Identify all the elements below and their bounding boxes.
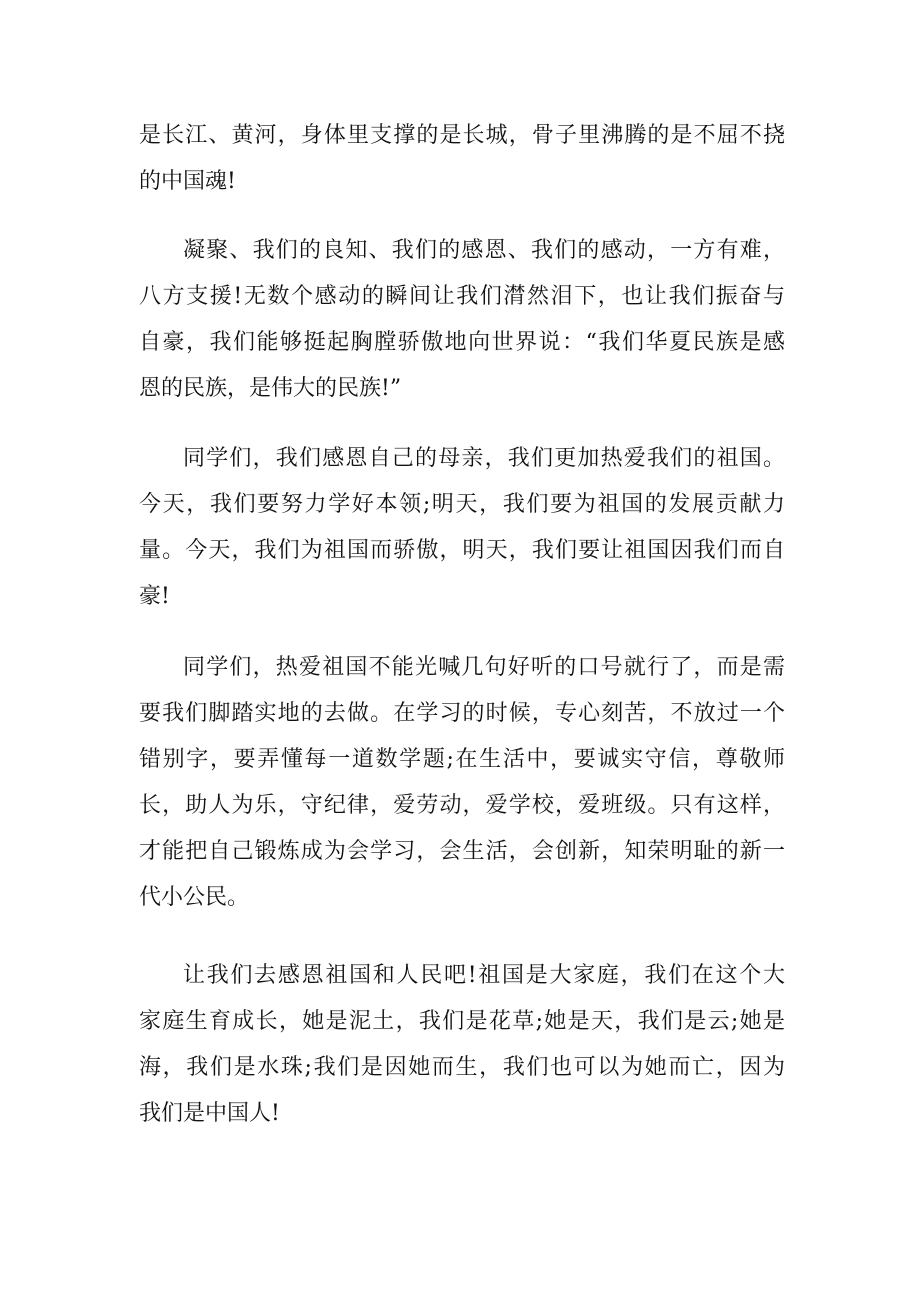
paragraph-3-line-1: 同学们，我们感恩自己的母亲，我们更加热爱我们的祖国。	[183, 446, 785, 471]
paragraph-4	[139, 645, 785, 921]
paragraph-4-line-5: 才能把自己锻炼成为会学习，会生活，会创新，知荣明耻的新一	[139, 839, 785, 864]
paragraph-2-line-2: 八方支援!无数个感动的瞬间让我们潸然泪下，也让我们振奋与	[139, 284, 785, 309]
paragraph-5-line-3: 海，我们是水珠;我们是因她而生，我们也可以为她而亡，因为	[139, 1055, 785, 1080]
paragraph-3-line-2: 今天，我们要努力学好本领;明天，我们要为祖国的发展贡献力	[139, 492, 785, 517]
paragraph-4-line-2: 要我们脚踏实地的去做。在学习的时候，专心刻苦，不放过一个	[139, 701, 785, 726]
paragraph-1	[139, 113, 785, 205]
paragraph-1-line-2: 的中国魂!	[139, 169, 236, 194]
paragraph-5-line-4: 我们是中国人!	[139, 1101, 280, 1126]
paragraph-3-line-4: 豪!	[139, 584, 170, 609]
paragraph-4-line-4: 长，助人为乐，守纪律，爱劳动，爱学校，爱班级。只有这样，	[139, 793, 785, 818]
paragraph-3-line-3: 量。今天，我们为祖国而骄傲，明天，我们要让祖国因我们而自	[139, 538, 785, 563]
paragraph-4-line-3: 错别字，要弄懂每一道数学题;在生活中，要诚实守信，尊敬师	[139, 747, 785, 772]
paragraph-3	[139, 436, 785, 620]
paragraph-4-line-1: 同学们，热爱祖国不能光喊几句好听的口号就行了，而是需	[183, 655, 785, 680]
paragraph-2-line-4: 恩的民族，是伟大的民族!”	[139, 376, 402, 401]
paragraph-5	[139, 953, 785, 1137]
paragraph-5-line-1: 让我们去感恩祖国和人民吧!祖国是大家庭，我们在这个大	[183, 963, 785, 988]
paragraph-2-line-1: 凝聚、我们的良知、我们的感恩、我们的感动，一方有难，	[183, 238, 785, 263]
paragraph-5-line-2: 家庭生育成长，她是泥土，我们是花草;她是天，我们是云;她是	[139, 1009, 785, 1034]
paragraph-2	[139, 228, 785, 412]
paragraph-1-line-1: 是长江、黄河，身体里支撑的是长城，骨子里沸腾的是不屈不挠	[139, 123, 785, 148]
paragraph-4-line-6: 代小公民。	[139, 885, 250, 910]
paragraph-2-line-3: 自豪，我们能够挺起胸膛骄傲地向世界说：“我们华夏民族是感	[139, 330, 785, 355]
